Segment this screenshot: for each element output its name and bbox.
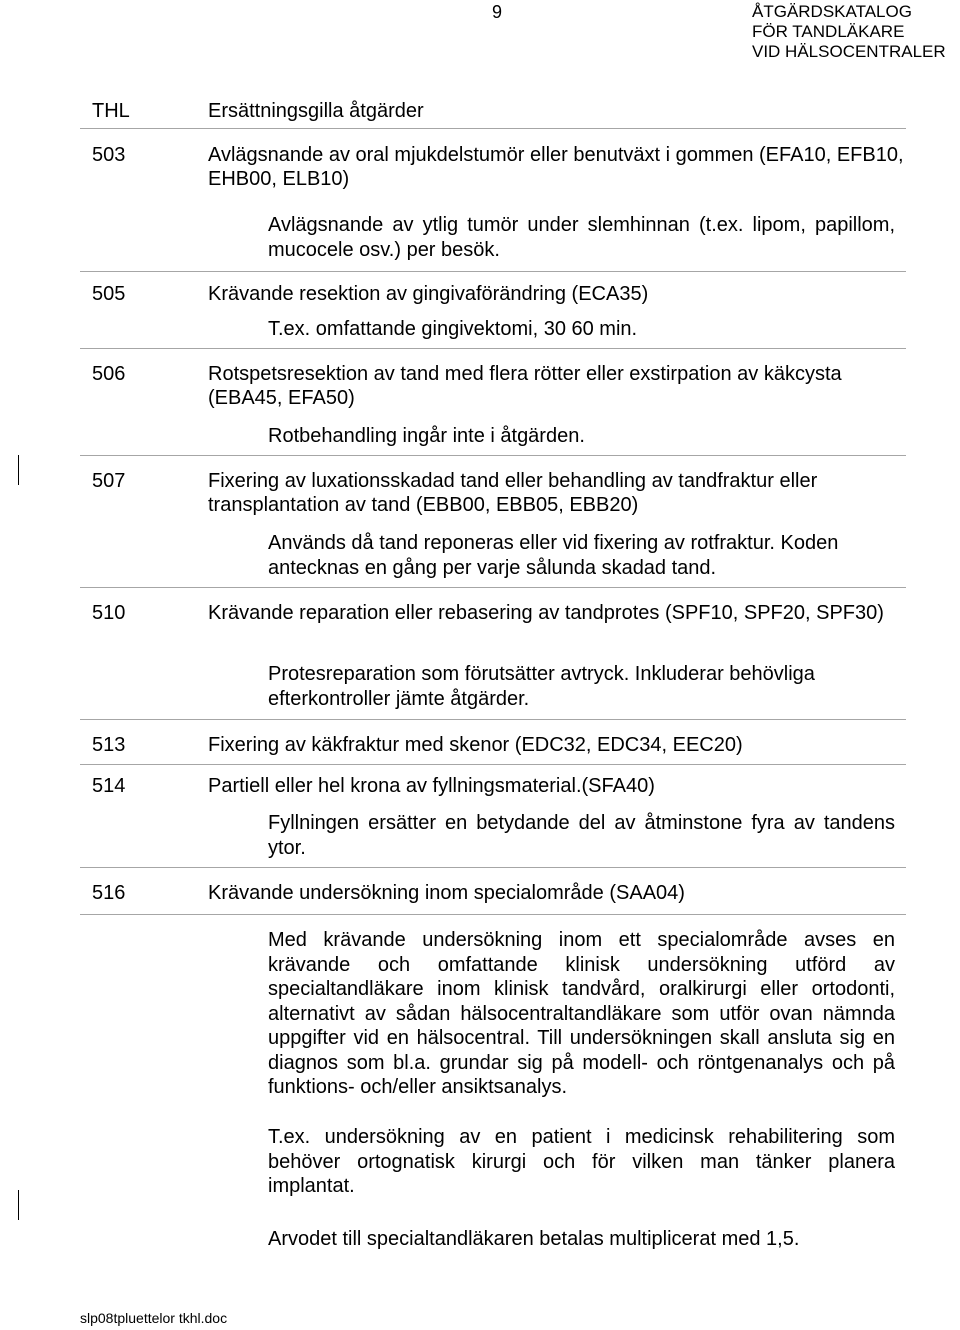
page-number: 9 [492,2,503,22]
row-code: 506 [92,363,126,385]
header-line: VID HÄLSOCENTRALER [752,42,946,61]
revision-bar [18,1190,19,1220]
row-description: Med krävande undersökning inom ett specialområde avses en krävande och omfattande klinisk undersökning utförd av specialtandläkare inom klinisk tandvård, oralkirurgi eller ortodonti, alternativt av sådan hälsocentraltandläkare som utför ovan nämnda uppgifter vid en hälsocentral. Till undersökningen skall ansluta sig en diagnos som bl.a. grundar sig på modell- och röntgenanalys och på funktions- och/eller ansiktsanalys. [268,929,895,1098]
row-code: 510 [92,602,126,624]
table-divider [80,348,906,349]
table-divider [80,914,906,915]
row-code: 514 [92,775,126,797]
row-description: Avlägsnande av ytlig tumör under slemhinnan (t.ex. lipom, papillom, mucocele osv.) per besök. [268,214,895,261]
row-title: Partiell eller hel krona av fyllningsmaterial.(SFA40) [208,775,655,797]
row-title: Fixering av luxationsskadad tand eller behandling av tandfraktur eller transplantation av tand (EBB00, EBB05, EBB20) [208,470,818,516]
table-divider [80,128,906,129]
row-description: Används då tand reponeras eller vid fixering av rotfraktur. Koden antecknas en gång per varje sålunda skadad tand. [268,532,839,579]
header-line: ÅTGÄRDSKATALOG [752,2,912,21]
row-code: 513 [92,734,126,756]
row-code: 507 [92,470,126,492]
document-header [752,2,946,62]
row-description: T.ex. undersökning av en patient i medicinsk rehabilitering som behöver ortognatisk kirurgi och för vilken man tänker planera implantat. [268,1126,895,1197]
header-line: FÖR TANDLÄKARE [752,22,905,41]
row-code: 503 [92,144,126,166]
row-description: Rotbehandling ingår inte i åtgärden. [268,425,585,447]
row-description: T.ex. omfattande gingivektomi, 30 60 min. [268,318,638,340]
row-title: Krävande resektion av gingivaförändring (ECA35) [208,283,649,305]
column-header-title: Ersättningsgilla åtgärder [208,100,424,122]
row-code: 505 [92,283,126,305]
table-divider [80,271,906,272]
row-title: Avlägsnande av oral mjukdelstumör eller benutväxt i gommen (EFA10, EFB10, EHB00, ELB10) [208,144,904,190]
table-divider [80,455,906,456]
table-divider [80,764,906,765]
table-divider [80,719,906,720]
row-description: Fyllningen ersätter en betydande del av åtminstone fyra av tandens ytor. [268,812,895,859]
table-divider [80,587,906,588]
column-header-code: THL [92,100,130,122]
row-description: Protesreparation som förutsätter avtryck. Inkluderar behövliga efterkontroller jämte åtgärder. [268,663,815,710]
revision-bar [18,455,19,485]
footer-filename: slp08tpluettelor tkhl.doc [80,1310,228,1326]
row-description: Arvodet till specialtandläkaren betalas multiplicerat med 1,5. [268,1228,800,1250]
row-title: Krävande undersökning inom specialområde (SAA04) [208,882,685,904]
row-code: 516 [92,882,126,904]
row-title: Krävande reparation eller rebasering av tandprotes (SPF10, SPF20, SPF30) [208,602,884,624]
row-title: Rotspetsresektion av tand med flera rötter eller exstirpation av käkcysta (EBA45, EFA50) [208,363,842,409]
row-title: Fixering av käkfraktur med skenor (EDC32, EDC34, EEC20) [208,734,743,756]
table-divider [80,867,906,868]
